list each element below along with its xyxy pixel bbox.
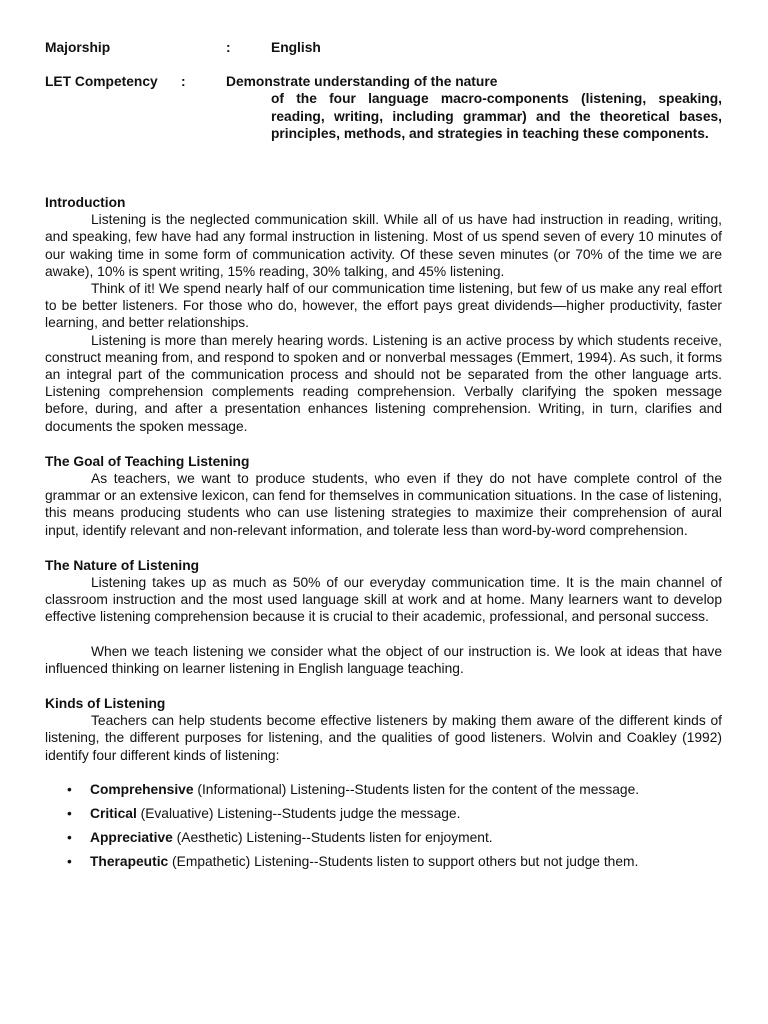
bullet-icon: • xyxy=(67,805,72,821)
bullet-icon: • xyxy=(67,781,72,797)
list-item-text: (Evaluative) Listening--Students judge the message. xyxy=(136,805,461,821)
kinds-heading: Kinds of Listening xyxy=(45,696,166,712)
majorship-value: English xyxy=(271,40,321,55)
majorship-colon: : xyxy=(226,40,231,55)
introduction-paragraph-3: Listening is more than merely hearing words. Listening is an active process by which students receive, construct meaning from, and respond to spoken and or nonverbal messages (Emmert, 1994). As such, it forms an integral part of the communication process and should not be separated from the other language arts. Listening comprehension complements reading comprehension. Verbally clarifying the spoken message before, during, and after a presentation enhances listening comprehension. Writing, in turn, clarifies and documents the spoken message. xyxy=(45,332,722,434)
introduction-paragraph-1: Listening is the neglected communication skill. While all of us have had instruction in reading, writing, and speaking, few have had any formal instruction in listening. Most of us spend seven of every 10 minutes of our waking time in some form of communication activity. Of these seven minutes (or 70% of the time we are awake), 10% is spent writing, 15% reading, 30% talking, and 45% listening. xyxy=(45,212,722,279)
list-item-text: (Aesthetic) Listening--Students listen for enjoyment. xyxy=(172,829,493,845)
bullet-icon: • xyxy=(67,853,72,869)
list-item-text: (Empathetic) Listening--Students listen to support others but not judge them. xyxy=(168,853,639,869)
list-item-term: Comprehensive xyxy=(90,781,194,797)
list-item-term: Therapeutic xyxy=(90,853,169,869)
list-item-term: Critical xyxy=(90,805,137,821)
kinds-section xyxy=(45,695,722,870)
bullet-icon: • xyxy=(67,829,72,845)
nature-paragraph-1: Listening takes up as much as 50% of our everyday communication time. It is the main channel of classroom instruction and the most used language skill at work and at home. Many learners want to develop effective listening comprehension because it is crucial to their academic, professional, and personal success. xyxy=(45,575,722,625)
kinds-list xyxy=(45,781,722,870)
introduction-heading: Introduction xyxy=(45,195,126,210)
let-competency-colon: : xyxy=(181,74,186,89)
nature-paragraph-2: When we teach listening we consider what the object of our instruction is. We look at ideas that have influenced thinking on learner listening in English language teaching. xyxy=(45,643,722,676)
list-item xyxy=(45,805,722,822)
let-competency-label: LET Competency xyxy=(45,74,158,89)
goal-section xyxy=(45,453,722,539)
goal-paragraph: As teachers, we want to produce students, who even if they do not have complete control of the grammar or an extensive lexicon, can fend for themselves in communication situations. In the case of listening, this means producing students who can use listening strategies to maximize their comprehension of aural input, identify relevant and non-relevant information, and tolerate less than word-by-word comprehension. xyxy=(45,471,722,538)
kinds-paragraph: Teachers can help students become effective listeners by making them aware of the different kinds of listening, the different purposes for listening, and the qualities of good listeners. Wolvin and Coakley (1992) identify four different kinds of listening: xyxy=(45,713,722,763)
document-body xyxy=(45,194,722,877)
let-competency-first-line: Demonstrate understanding of the nature xyxy=(226,74,498,89)
list-item-term: Appreciative xyxy=(90,829,173,845)
nature-heading: The Nature of Listening xyxy=(45,557,200,573)
list-item-text: (Informational) Listening--Students listen for the content of the message. xyxy=(193,781,640,797)
majorship-label: Majorship xyxy=(45,40,111,55)
list-item xyxy=(45,781,722,798)
list-item xyxy=(45,853,722,870)
introduction-paragraph-2: Think of it! We spend nearly half of our communication time listening, but few of us make any real effort to be better listeners. For those who do, however, the effort pays great dividends—higher productivity, faster learning, and better relationships. xyxy=(45,281,722,331)
list-item xyxy=(45,829,722,846)
nature-section xyxy=(45,557,722,677)
goal-heading: The Goal of Teaching Listening xyxy=(45,453,250,469)
introduction-section xyxy=(45,194,722,435)
let-competency-text: of the four language macro-components (listening, speaking, reading, writing, including grammar) and the theoretical bases, principles, methods, and strategies in teaching these components. xyxy=(271,91,722,141)
